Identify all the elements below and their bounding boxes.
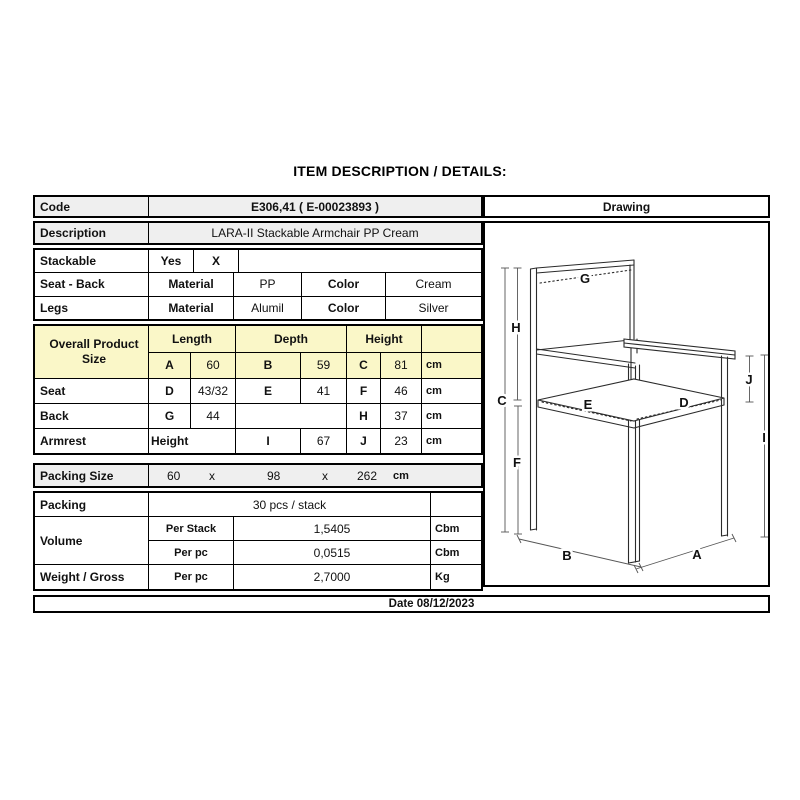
volume-per-pc-unit: Cbm xyxy=(435,546,460,559)
seat-back-color: Cream xyxy=(415,277,452,292)
armrest-row xyxy=(35,429,481,453)
drawing-label-b: B xyxy=(562,548,572,563)
description-value: LARA-II Stackable Armchair PP Cream xyxy=(149,223,481,243)
drawing-label-e: E xyxy=(583,397,593,412)
packing-size-values xyxy=(149,465,481,486)
code-value: E306,41 ( E-00023893 ) xyxy=(149,197,481,216)
armrest-label: Armrest xyxy=(35,429,149,453)
back-row xyxy=(35,404,481,429)
back-empty xyxy=(236,404,347,428)
dim-j-key: J xyxy=(347,429,381,453)
packing-volume-section xyxy=(33,491,483,591)
packing-size-unit: cm xyxy=(393,469,409,482)
stackable-empty xyxy=(239,250,481,272)
packing-row xyxy=(35,493,481,517)
drawing-label-c: C xyxy=(497,393,507,408)
chair-drawing xyxy=(485,223,768,585)
size-header-unit-empty xyxy=(422,326,481,352)
volume-rows xyxy=(35,517,481,565)
seat-back-material: PP xyxy=(234,273,302,295)
dim-e-key: E xyxy=(236,379,301,403)
overall-size-label-line1: Overall Product xyxy=(49,337,139,351)
drawing-label-d: D xyxy=(679,395,689,410)
drawing-label-i: I xyxy=(762,430,766,445)
armrest-height-label: Height xyxy=(149,429,236,453)
dim-c-key: C xyxy=(347,353,381,379)
stackable-row xyxy=(35,250,481,273)
drawing-label-f: F xyxy=(513,455,521,470)
volume-per-pc-value: 0,0515 xyxy=(234,541,431,564)
seat-label: Seat xyxy=(35,379,149,403)
volume-label: Volume xyxy=(35,517,149,564)
dim-j-value: 23 xyxy=(381,429,422,453)
size-values-row xyxy=(149,353,481,379)
dim-i-key: I xyxy=(236,429,301,453)
drawing-label-a: A xyxy=(692,547,702,562)
size-header-row xyxy=(149,326,481,353)
drawing-header: Drawing xyxy=(602,199,651,214)
overall-unit: cm xyxy=(422,353,481,379)
stackable-label: Stackable xyxy=(35,250,149,272)
drawing-label-h: H xyxy=(511,320,521,335)
volume-per-stack-unit: Cbm xyxy=(435,522,460,535)
date-value: Date 08/12/2023 xyxy=(388,598,475,610)
packing-label: Packing xyxy=(35,493,149,516)
dim-b-value: 59 xyxy=(301,353,347,379)
dim-h-value: 37 xyxy=(381,404,422,428)
volume-per-pc-row xyxy=(149,541,481,564)
date-section xyxy=(33,595,770,613)
length-header: Length xyxy=(149,326,236,352)
dim-b-key: B xyxy=(236,353,301,379)
back-label: Back xyxy=(35,404,149,428)
size-section xyxy=(33,324,483,455)
packing-empty xyxy=(431,493,481,516)
legs-color: Silver xyxy=(418,300,449,315)
dim-h-key: H xyxy=(347,404,381,428)
code-section xyxy=(33,195,483,218)
weight-label: Weight / Gross xyxy=(35,565,149,589)
description-section xyxy=(33,221,483,245)
seat-back-label: Seat - Back xyxy=(35,273,149,295)
legs-color-label: Color xyxy=(302,297,386,319)
seat-back-row xyxy=(35,273,481,296)
weight-unit: Kg xyxy=(435,571,450,583)
overall-size-label-line2: Size xyxy=(81,352,106,366)
legs-material: Alumil xyxy=(234,297,302,319)
volume-per-stack-value: 1,5405 xyxy=(234,517,431,540)
legs-material-label: Material xyxy=(149,297,234,319)
drawing-label-j: J xyxy=(745,372,753,387)
dim-c-value: 81 xyxy=(381,353,422,379)
weight-value: 2,7000 xyxy=(234,565,431,589)
stackable-yes: Yes xyxy=(149,250,194,272)
packing-size-section xyxy=(33,463,483,488)
dim-a-value: 60 xyxy=(191,353,236,379)
legs-row xyxy=(35,297,481,319)
packing-size-v1: 60 xyxy=(167,468,181,483)
description-label: Description xyxy=(35,223,149,243)
seat-back-material-label: Material xyxy=(149,273,234,295)
volume-per-pc-key: Per pc xyxy=(149,541,234,564)
dim-g-key: G xyxy=(149,404,191,428)
drawing-panel xyxy=(483,221,770,587)
packing-size-v3: 262 xyxy=(357,468,378,483)
legs-label: Legs xyxy=(35,297,149,319)
height-header: Height xyxy=(347,326,422,352)
packing-size-label: Packing Size xyxy=(35,465,149,486)
properties-section xyxy=(33,248,483,321)
armrest-unit: cm xyxy=(426,435,442,447)
dim-g-value: 44 xyxy=(191,404,236,428)
packing-value: 30 pcs / stack xyxy=(149,493,431,516)
dim-a-key: A xyxy=(149,353,191,379)
weight-row xyxy=(35,565,481,589)
seat-row xyxy=(35,379,481,404)
dim-i-value: 67 xyxy=(301,429,347,453)
code-label: Code xyxy=(35,197,149,216)
packing-size-v2: 98 xyxy=(267,468,281,483)
volume-per-stack-key: Per Stack xyxy=(149,517,234,540)
stackable-mark: X xyxy=(194,250,239,272)
spec-sheet xyxy=(33,195,770,613)
dim-d-value: 43/32 xyxy=(191,379,236,403)
dim-f-value: 46 xyxy=(381,379,422,403)
back-unit: cm xyxy=(426,410,442,422)
volume-per-stack-row xyxy=(149,517,481,541)
packing-size-x2: x xyxy=(322,468,328,483)
page-title: ITEM DESCRIPTION / DETAILS: xyxy=(293,163,507,179)
dim-d-key: D xyxy=(149,379,191,403)
volume-grid xyxy=(149,517,481,564)
overall-size-label xyxy=(35,326,149,378)
depth-header: Depth xyxy=(236,326,347,352)
packing-size-x1: x xyxy=(209,468,215,483)
overall-size-rows xyxy=(35,326,481,379)
dim-e-value: 41 xyxy=(301,379,347,403)
overall-size-grid xyxy=(149,326,481,378)
drawing-label-g: G xyxy=(579,271,591,286)
weight-key: Per pc xyxy=(149,565,234,589)
seat-unit: cm xyxy=(426,385,442,397)
drawing-header-section xyxy=(483,195,770,218)
dim-f-key: F xyxy=(347,379,381,403)
seat-back-color-label: Color xyxy=(302,273,386,295)
